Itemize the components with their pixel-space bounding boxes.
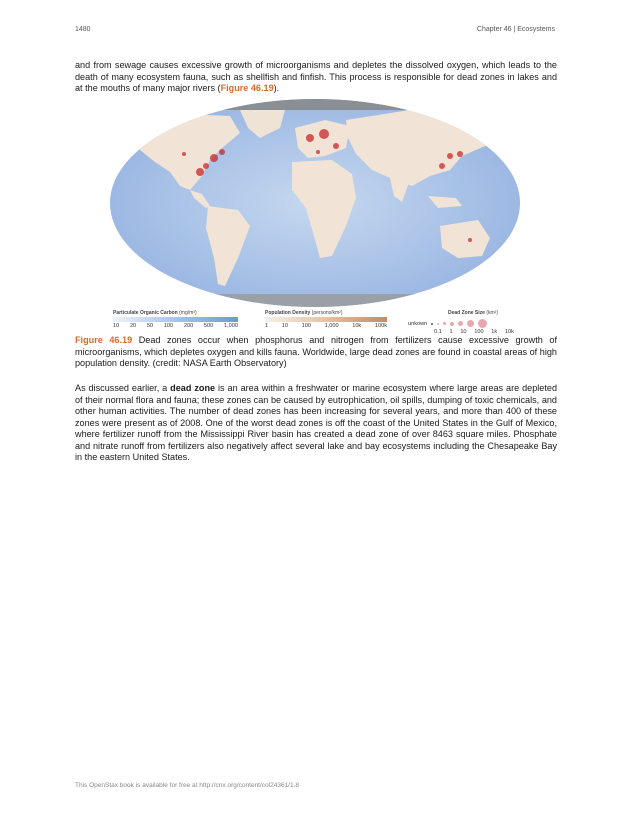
legend-pop-tick: 10 (281, 323, 288, 329)
legend-dead-zone-size (408, 310, 518, 335)
page-number: 1480 (75, 26, 91, 33)
intro-paragraph (75, 60, 557, 95)
legend-poc-tick: 100 (163, 323, 174, 329)
legend-dz-dot (450, 322, 454, 326)
legend-dz-unknown: unkown (408, 320, 428, 327)
legend-poc-unit: (mg/m³) (179, 310, 197, 316)
legend-particulate-organic-carbon (113, 310, 238, 329)
legend-poc-tick: 500 (203, 323, 214, 329)
legend-poc-title: Particulate Organic Carbon (113, 310, 178, 316)
legend-dz-dot (443, 322, 446, 325)
body-text-before: As discussed earlier, a (75, 383, 171, 393)
legend-poc-tick: 50 (146, 323, 154, 329)
legend-dz-tick: 100 (474, 329, 484, 335)
intro-text-after: ). (273, 83, 280, 93)
legend-dz-tick: 10k (504, 329, 514, 335)
dead-zone-korea (447, 153, 453, 159)
legend-dz-tick: 1 (449, 329, 453, 335)
legend-pop-tick: 1,000 (324, 323, 339, 329)
dead-zone-gulf-of-mexico (196, 168, 204, 176)
legend-poc-tick: 200 (183, 323, 194, 329)
dead-zone-us-northeast (219, 149, 225, 155)
legend-pop-title: Population Density (265, 310, 311, 316)
legend-pop-colorbar (265, 317, 387, 322)
body-paragraph (75, 383, 557, 464)
legend-dz-tick: 10 (460, 329, 467, 335)
legend-poc-tick: 20 (129, 323, 137, 329)
legend-poc-colorbar (113, 317, 238, 322)
legend-dz-tick: 1k (491, 329, 498, 335)
legend-dz-dot (478, 319, 487, 328)
legend-pop-tick: 1 (265, 323, 269, 329)
caption-figure-number: Figure 46.19 (75, 335, 133, 345)
legend-dz-unit: (km²) (486, 310, 498, 316)
legend-dz-dot (458, 321, 463, 326)
dead-zone-china-coast (439, 163, 445, 169)
legend-dz-dots (408, 319, 518, 328)
dead-zone-us-southeast (203, 163, 209, 169)
legend-poc-tick: 10 (113, 323, 120, 329)
arctic (110, 98, 520, 110)
body-text-after: is an area within a freshwater or marine ecosystem where large areas are depleted of their normal flora and fauna; these zones can be caused by eutrophication, oil spills, dumping of toxic chemicals, and other human activities. The number of dead zones has been increasing for several years, and more than 400 of these zones were present as of 2008. One of the worst dead zones is off the coast of the United States in the Gulf of Mexico, where fertilizer runoff from the Mississippi River basin has created a dead zone of over 8463 square miles. Phosphate and nitrate runoff from fertilizers also negatively affect several lake and bay ecosystems including the Chesapeake Bay in the eastern United States. (75, 383, 557, 462)
dead-zone-black-sea (333, 143, 339, 149)
antarctica (110, 294, 520, 308)
dead-zone-us-east (210, 154, 218, 162)
legend-dz-dot (467, 320, 474, 327)
page-footer: This OpenStax book is available for free at http://cnx.org/content/col24361/1.8 (75, 782, 300, 789)
legend-pop-tick: 100 (301, 323, 311, 329)
legend-dz-dot-unknown (431, 323, 433, 325)
legend-poc-ticks (113, 323, 238, 329)
legend-pop-unit: (persons/km²) (311, 310, 343, 316)
intro-text-before: and from sewage causes excessive growth of microorganisms and depletes the dissolved oxygen, which leads to the death of many ecosystem fauna, such as shellfish and finfish. This process is responsible for dead zones in lakes and at the mouths of many major rivers ( (75, 60, 557, 93)
term-dead-zone: dead zone (170, 383, 216, 393)
legend-pop-ticks (265, 323, 387, 329)
legend-pop-tick: 100k (374, 323, 387, 329)
legend-dz-tick: 0.1 (434, 329, 442, 335)
figure-link[interactable]: Figure 46.19 (220, 83, 274, 93)
dead-zone-north-sea (306, 134, 314, 142)
dead-zone-australia (468, 238, 472, 242)
legend-poc-tick: 1,000 (223, 323, 238, 329)
legend-population-density (265, 310, 387, 329)
dead-zone-baltic (319, 129, 329, 139)
dead-zones-world-map (110, 98, 520, 308)
dead-zone-mediterranean (316, 150, 320, 154)
new-zealand (496, 254, 504, 270)
chapter-header: Chapter 46 | Ecosystems (476, 26, 555, 33)
world-map-svg (110, 98, 520, 308)
figure-caption (75, 335, 557, 370)
legend-dz-dot (437, 323, 439, 325)
caption-text: Dead zones occur when phosphorus and nitrogen from fertilizers cause excessive growth of microorganisms, which depletes oxygen and kills fauna. Worldwide, large dead zones are found in coastal areas of high population density. (credit: NASA Earth Observatory) (75, 335, 557, 368)
legend-dz-title: Dead Zone Size (447, 310, 485, 316)
dead-zone-japan (457, 151, 463, 157)
legend-pop-tick: 10k (352, 323, 362, 329)
dead-zone-us-west (182, 152, 186, 156)
